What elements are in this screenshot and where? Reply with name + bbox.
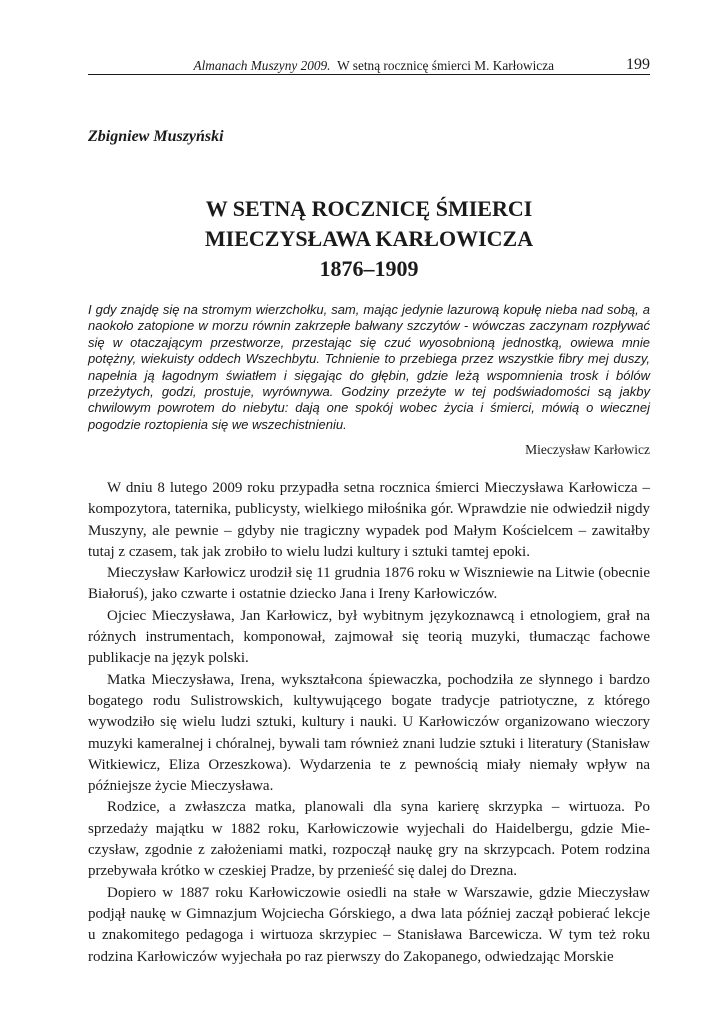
running-header-title (88, 58, 554, 74)
body-paragraph: Matka Mieczysława, Irena, wykształcona śpiewaczka, pochodziła ze słynnego i bardzo bogatego rodu Sulistrowskich, kultywującego bogate tradycje patriotyczne, z którego wywodziło się wielu ludzi sztuki, kultury i nauki. U Karłowiczów organizowano wieczory muzyki kameralnej i chóralnej, bywali tam również znani ludzie sztuki i literatury (Stanisław Witkiewicz, Eliza Orzeszkowa). Wydarzenia te z pewnością miały niemały wpływ na późniejsze życie Mieczysława. (88, 671, 650, 795)
journal-name: Almanach Muszyny 2009. (193, 58, 331, 73)
body-paragraph: Mieczysław Karłowicz urodził się 11 grudnia 1876 roku w Wiszniewie na Litwie (obecnie Białoruś), jako czwarte i ostatnie dziecko Jana i Ireny Karłowiczów. (88, 565, 650, 603)
body-paragraph: Dopiero w 1887 roku Karłowiczowie osiedli na stałe w Warszawie, gdzie Mieczysław podjął naukę w Gimnazjum Wojciecha Górskiego, a dwa lata później zaczął pobierać lekcje u znakomitego pedagoga i wirtuoza skrzypiec – Stanisława Barcewicza. W tym też roku rodzina Karłowiczów wyjechała po raz pierwszy do Zakopanego, odwiedzając Morskie (88, 884, 650, 965)
title-line-1: W SETNĄ ROCZNICĘ ŚMIERCI (205, 196, 533, 221)
article-title (88, 194, 650, 284)
epigraph-quote: I gdy znajdę się na stromym wierzchołku, sam, mając jedynie lazurową kopułę nieba nad sobą, a naokoło zatopione w morzu równin zakrzepłe bałwany szczytów - wówczas zaczynam rozpływać się w otaczającym przestworze, przestając się czuć wyosobnioną jednostką, owiewa mnie potężny, wiekuisty oddech Wszechbytu. Tchnienie to przebiega przez wszystkie fibry mej duszy, napełnia ją łagodnym światłem i sięgając do głębin, gdzie leżą wspomnienia trosk i bólów przeżytych, godzi, prostuje, wyrównywa. Godziny przeżyte w tej podświadomości są jakby chwilowym powrotem do niebytu: dają one spokój wobec życia i śmierci, mówią o wiecznej pogodzie roztopienia się we wszechistnieniu. (88, 302, 650, 432)
body-paragraph: W dniu 8 lutego 2009 roku przypadła setna rocznica śmierci Mieczysława Karłowicza – kompozytora, taternika, publicysty, wielkiego miłośnika gór. Wprawdzie nie odwiedził nigdy Muszyny, ale pewnie – gdyby nie tragiczny wypadek pod Małym Kościelcem – zawitałby tutaj z czasem, tak jak zrobiło to wielu ludzi kultury i sztuki tamtej epoki. (88, 480, 650, 560)
body-paragraph: Ojciec Mieczysława, Jan Karłowicz, był wybitnym językoznawcą i etnologiem, grał na różnych instrumentach, komponował, zajmował się teorią muzyki, tłumacząc fachowe publikacje na język polski. (88, 607, 650, 667)
title-line-2: MIECZYSŁAWA KARŁOWICZA (204, 226, 534, 251)
header-rule (88, 74, 650, 75)
body-paragraph: Rodzice, a zwłaszcza matka, planowali dla syna karierę skrzypka – wirtuoza. Po sprzedaży majątku w 1882 roku, Karłowiczowie wyjechali do Haidelbergu, gdzie Mieczysław, zgodnie z założeniami matki, rozpoczął naukę gry na skrzypcach. Potem rodzina przebywała krótko w czeskiej Pradze, by przenieść się dalej do Drezna. (88, 799, 650, 880)
running-header (88, 56, 650, 76)
author-name: Zbigniew Muszyński (88, 128, 224, 145)
page-number: 199 (626, 56, 650, 73)
article-short-title: W setną rocznicę śmierci M. Karłowicza (337, 58, 554, 73)
epigraph-attribution: Mieczysław Karłowicz (525, 442, 650, 457)
article-body (88, 478, 650, 968)
title-dates: 1876–1909 (319, 256, 419, 281)
